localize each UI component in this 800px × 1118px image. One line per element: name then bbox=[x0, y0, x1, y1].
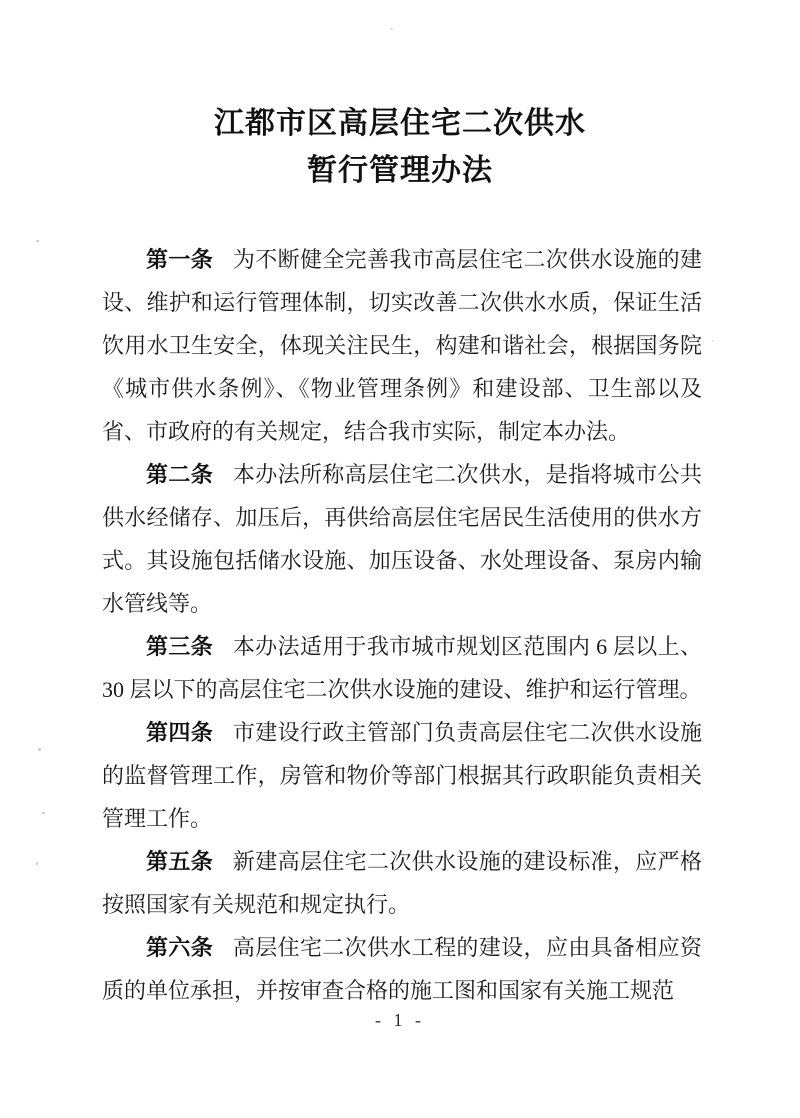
article-text-6: 高层住宅二次供水工程的建设，应由具备相应资质的单位承担，并按审查合格的施工图和国家有关施工规范 bbox=[102, 935, 702, 1003]
scan-speckle bbox=[36, 862, 38, 865]
article-text-2: 本办法所称高层住宅二次供水，是指将城市公共供水经储存、加压后，再供给高层住宅居民生活使用的供水方式。其设施包括储水设施、加压设备、水处理设备、泵房内输水管线等。 bbox=[102, 462, 702, 616]
article-label-5: 第五条 bbox=[146, 849, 214, 874]
article-label-4: 第四条 bbox=[146, 720, 214, 745]
document-title-line-2: 暂行管理办法 bbox=[307, 154, 493, 187]
document-title bbox=[0, 0, 800, 194]
article-text-5: 新建高层住宅二次供水设施的建设标准，应严格按照国家有关规范和规定执行。 bbox=[102, 849, 702, 917]
document-title-line-1: 江都市区高层住宅二次供水 bbox=[214, 107, 586, 140]
article-paragraph-5 bbox=[102, 840, 702, 926]
scan-speckle bbox=[712, 340, 714, 342]
scan-speckle bbox=[36, 240, 39, 242]
scan-speckle bbox=[42, 812, 45, 814]
article-label-3: 第三条 bbox=[146, 634, 214, 659]
article-text-1: 为不断健全完善我市高层住宅二次供水设施的建设、维护和运行管理体制，切实改善二次供水水质，保证生活饮用水卫生安全，体现关注民生，构建和谐社会，根据国务院《城市供水条例》、《物业管理条例》和建设部、卫生部以及省、市政府的有关规定，结合我市实际，制定本办法。 bbox=[102, 247, 702, 444]
article-text-3: 本办法适用于我市城市规划区范围内 6 层以上、30 层以下的高层住宅二次供水设施的建设、维护和运行管理。 bbox=[102, 634, 702, 702]
article-label-6: 第六条 bbox=[146, 935, 214, 960]
article-paragraph-2 bbox=[102, 453, 702, 625]
article-paragraph-3 bbox=[102, 625, 702, 711]
article-label-2: 第二条 bbox=[146, 462, 214, 487]
article-paragraph-4 bbox=[102, 711, 702, 840]
article-paragraph-1 bbox=[102, 238, 702, 453]
scan-speckle bbox=[390, 28, 393, 30]
document-body bbox=[0, 238, 800, 1012]
scan-speckle bbox=[38, 748, 41, 751]
article-label-1: 第一条 bbox=[146, 247, 214, 272]
article-paragraph-6 bbox=[102, 926, 702, 1012]
page-number: - 1 - bbox=[375, 1010, 425, 1030]
article-text-4: 市建设行政主管部门负责高层住宅二次供水设施的监督管理工作，房管和物价等部门根据其行政职能负责相关管理工作。 bbox=[102, 720, 702, 831]
